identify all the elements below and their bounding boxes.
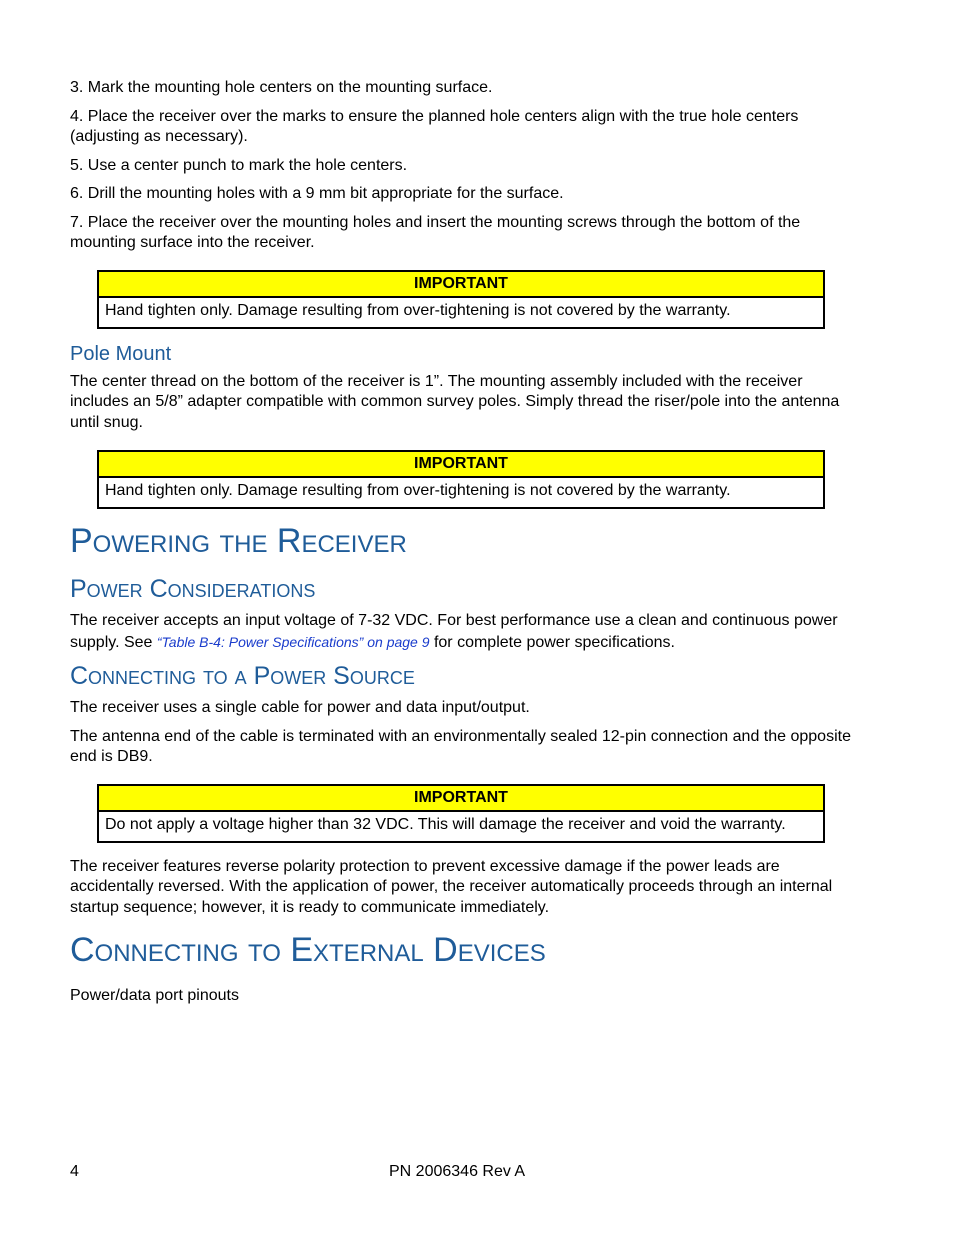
footer-part-number: PN 2006346 Rev A [389,1163,526,1180]
power-considerations-text-after: for complete power specifications. [429,633,675,651]
step-4: 4. Place the receiver over the marks to ensure the planned hole centers align with the true hole centers (adjusting as necessary). [70,107,799,145]
power-considerations-heading: Power Considerations [70,575,316,603]
important-title-1: IMPORTANT [99,272,823,298]
important-text-2: Hand tighten only. Damage resulting from over-tightening is not covered by the warranty. [105,482,731,499]
connecting-power-text-1: The receiver uses a single cable for power and data input/output. [70,699,530,716]
step-7: 7. Place the receiver over the mounting holes and insert the mounting screws through the bottom of the mounting surface into the receiver. [70,213,801,251]
footer-page-number: 4 [70,1163,79,1180]
step-6: 6. Drill the mounting holes with a 9 mm bit appropriate for the surface. [70,185,564,202]
important-box-2 [97,450,825,509]
important-text-1: Hand tighten only. Damage resulting from over-tightening is not covered by the warranty. [105,301,731,319]
step-5: 5. Use a center punch to mark the hole centers. [70,156,408,174]
power-considerations-text-before: The receiver accepts an input voltage of 7-32 VDC. For best performance use a clean and continuous power supply. See [70,612,838,651]
external-devices-text: Power/data port pinouts [70,987,239,1004]
important-title-3: IMPORTANT [99,786,823,812]
power-spec-link[interactable]: “Table B-4: Power Specifications” on page 9 [156,633,430,650]
important-box-3 [97,784,825,843]
connecting-power-text-2: The antenna end of the cable is terminated with an environmentally sealed 12-pin connection and the opposite end is DB9. [70,727,851,765]
polarity-text: The receiver features reverse polarity protection to prevent excessive damage if the power leads are accidentally reversed. With the application of power, the receiver automatically proceeds through an internal startup sequence; however, it is ready to communicate immediately. [70,857,833,916]
important-text-3: Do not apply a voltage higher than 32 VDC. This will damage the receiver and void the warranty. [105,815,786,833]
pole-mount-text: The center thread on the bottom of the receiver is 1”. The mounting assembly included with the receiver includes an 5/8” adapter compatible with common survey poles. Simply thread the riser/pole into the antenna until snug. [70,372,840,431]
pole-mount-heading: Pole Mount [70,342,172,365]
page-content [70,78,860,1007]
important-box-1 [97,270,825,329]
step-3: 3. Mark the mounting hole centers on the mounting surface. [70,79,493,96]
powering-heading: Powering the Receiver [70,522,407,560]
external-devices-heading: Connecting to External Devices [70,931,546,969]
power-considerations-text [70,611,860,653]
connecting-power-heading: Connecting to a Power Source [70,662,415,690]
important-title-2: IMPORTANT [99,452,823,478]
